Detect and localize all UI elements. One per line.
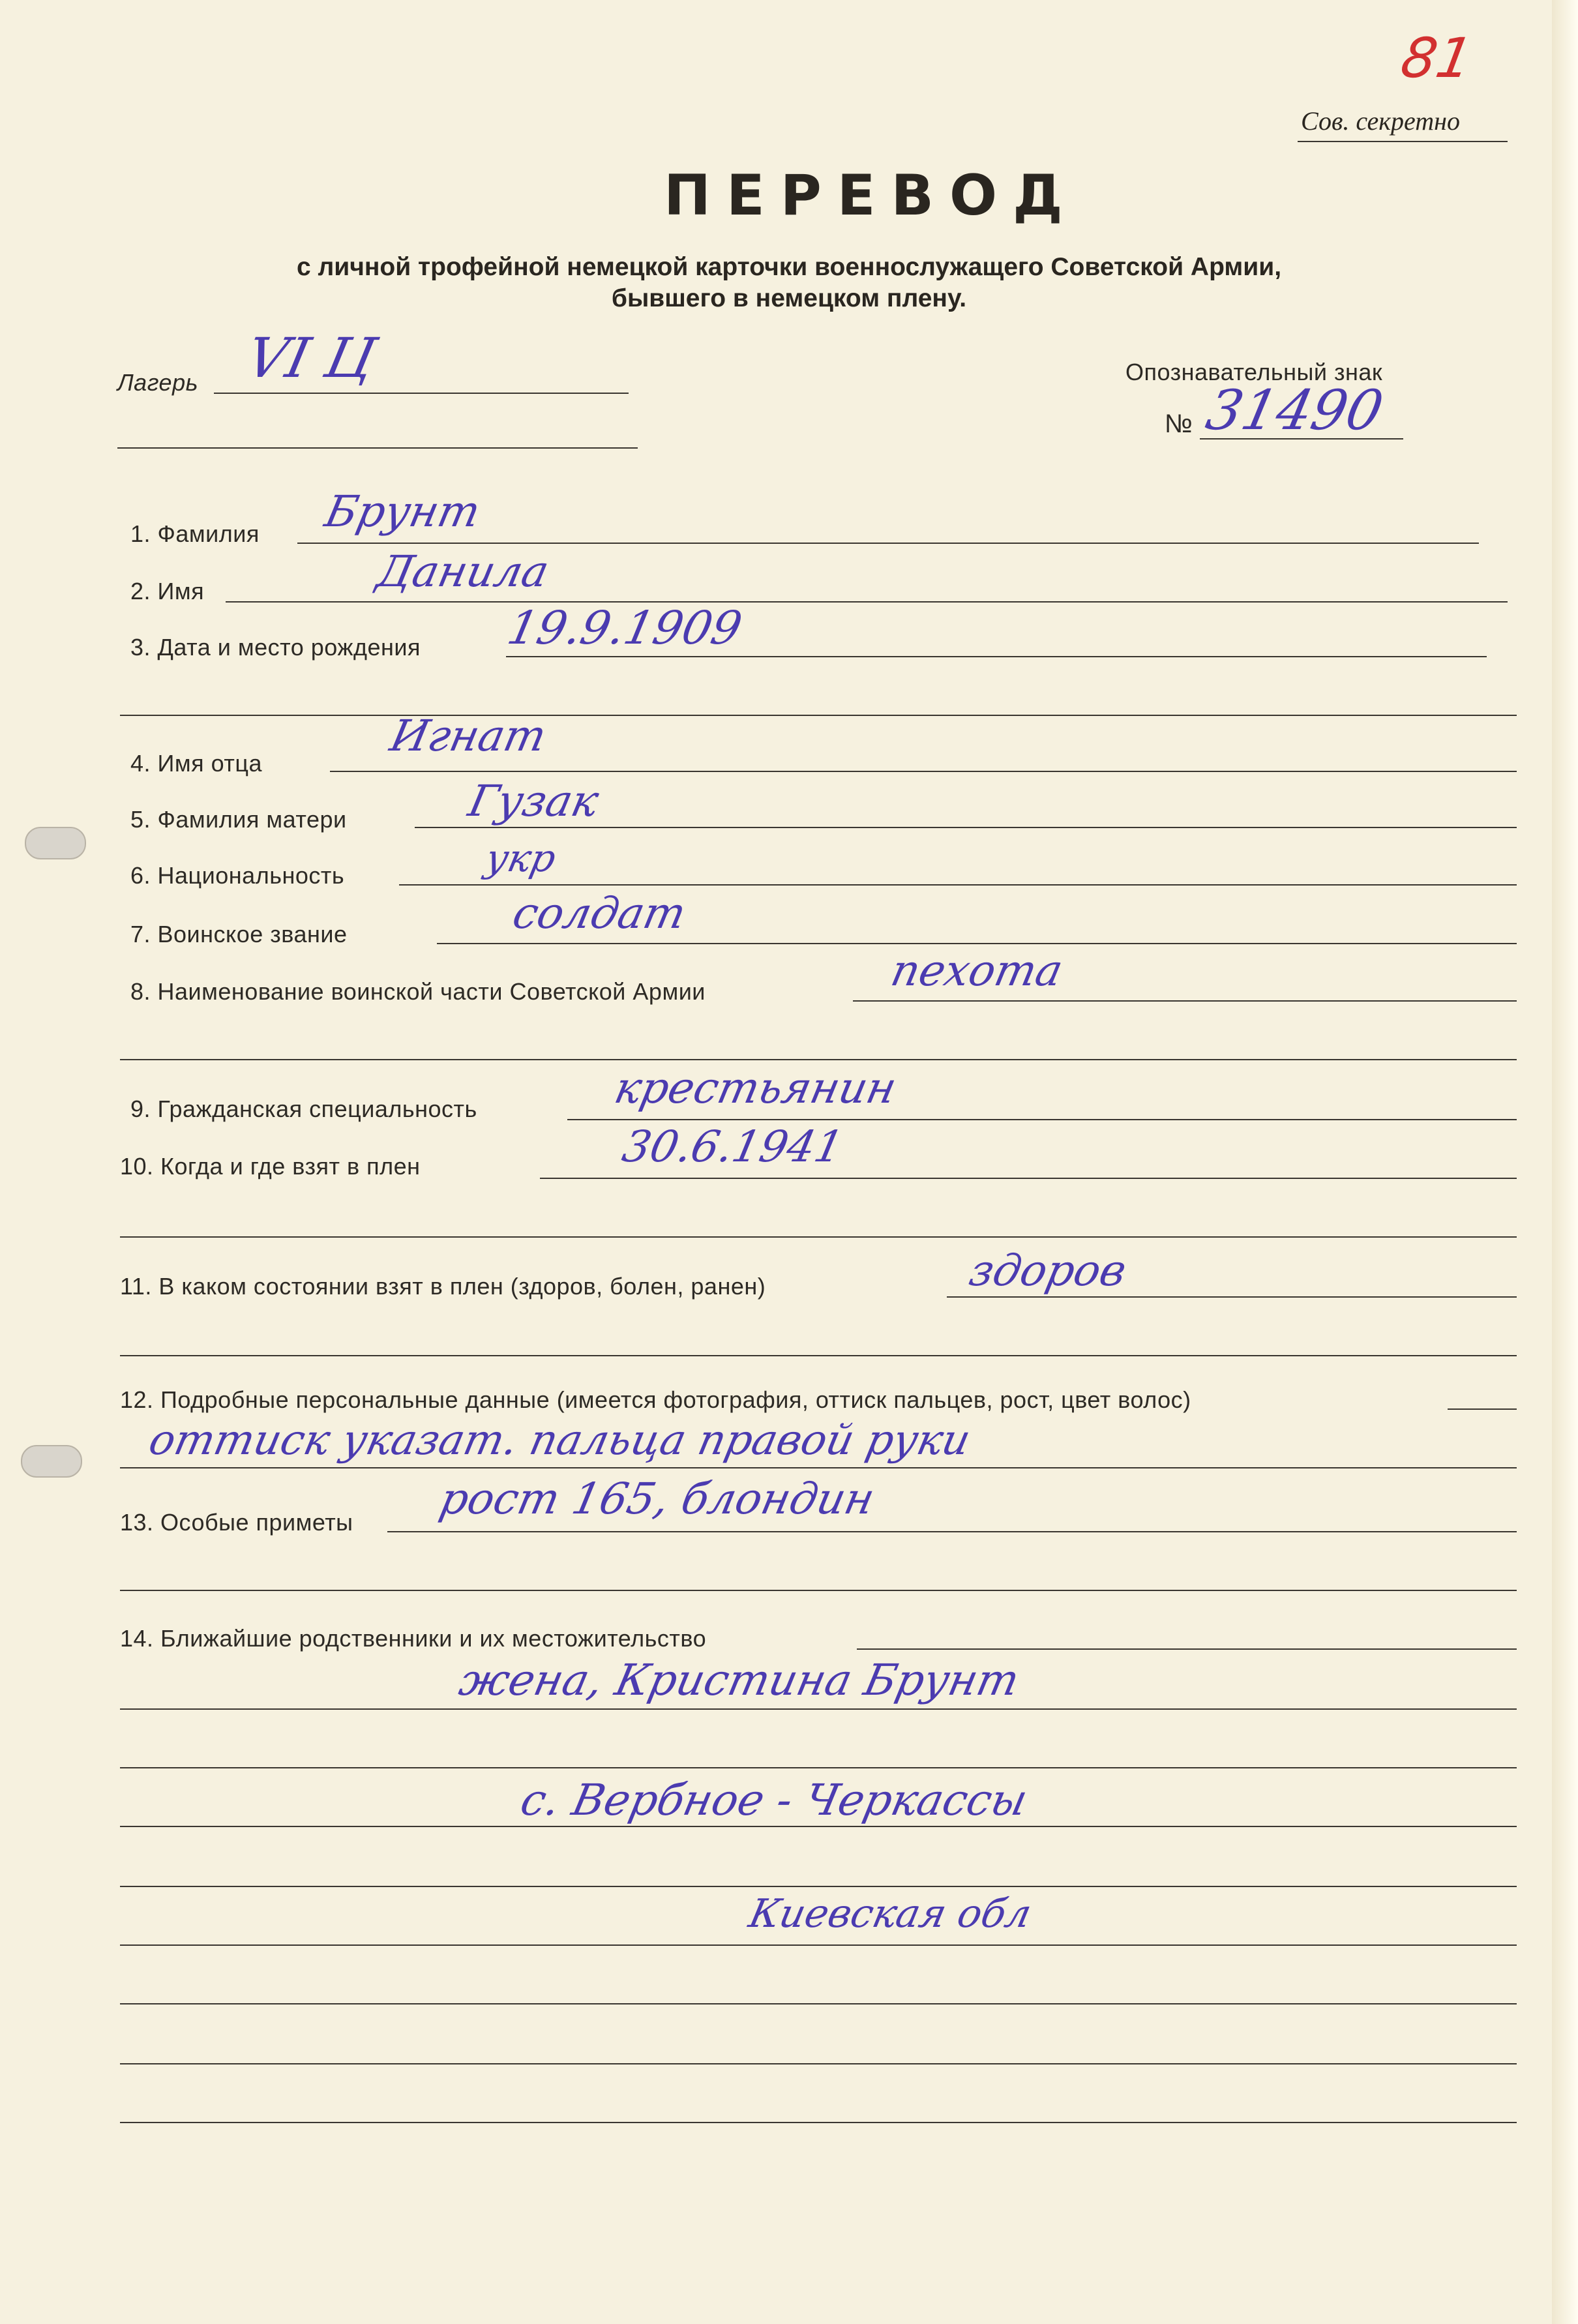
field-9-value: крестьянин <box>610 1063 901 1113</box>
field-10-value: 30.6.1941 <box>618 1122 848 1172</box>
field-6-value: укр <box>481 836 560 880</box>
field-3-line-2 <box>120 715 1517 716</box>
page-edge <box>1552 0 1578 2324</box>
field-14-line-4 <box>120 1826 1517 1827</box>
field-14-line-9 <box>120 2122 1517 2123</box>
archive-number: 81 <box>1396 26 1478 90</box>
id-mark-label: Опознавательный знак <box>1125 359 1383 385</box>
camp-line <box>214 393 629 394</box>
field-14-label: 14. Ближайшие родственники и их местожительство <box>120 1625 707 1652</box>
document-title: ПЕРЕВОД <box>664 163 1079 228</box>
field-1-label: 1. Фамилия <box>130 520 260 547</box>
field-4-label: 4. Имя отца <box>130 750 263 777</box>
field-10-label: 10. Когда и где взят в плен <box>120 1153 421 1180</box>
field-13-line <box>387 1531 1517 1532</box>
field-12-value: оттиск указат. пальца правой руки <box>145 1416 975 1465</box>
field-14-line-6 <box>120 1944 1517 1946</box>
field-4-value: Игнат <box>385 711 551 761</box>
camp-label: Лагерь <box>117 369 199 396</box>
field-2-line <box>226 601 1508 603</box>
punch-hole-top <box>25 827 86 859</box>
field-5-label: 5. Фамилия матери <box>130 806 347 833</box>
field-8-line <box>853 1000 1517 1002</box>
field-11-label: 11. В каком состоянии взят в плен (здоров, болен, ранен) <box>120 1273 766 1300</box>
field-2-value: Данила <box>372 546 554 597</box>
field-9-line <box>567 1119 1517 1120</box>
field-14-value-line3: Киевская обл <box>745 1891 1035 1937</box>
field-14-value-line1: жена, Кристина Брунт <box>454 1655 1024 1705</box>
field-11-value: здоров <box>964 1245 1131 1296</box>
id-number-value: 31490 <box>1200 378 1389 442</box>
field-12-line <box>1448 1408 1517 1410</box>
field-14-line-2 <box>120 1708 1517 1710</box>
field-11-line-2 <box>120 1355 1517 1356</box>
field-12-label: 12. Подробные персональные данные (имеется фотография, оттиск пальцев, рост, цвет волос) <box>120 1386 1191 1413</box>
field-7-label: 7. Воинское звание <box>130 921 348 947</box>
field-1-value: Брунт <box>320 486 485 537</box>
field-3-label: 3. Дата и место рождения <box>130 634 421 661</box>
field-6-label: 6. Национальность <box>130 862 345 889</box>
field-8-value: пехота <box>886 946 1067 996</box>
field-14-line-5 <box>120 1886 1517 1887</box>
field-13-line-2 <box>120 1590 1517 1591</box>
camp-line-2 <box>117 447 638 449</box>
field-2-label: 2. Имя <box>130 578 205 604</box>
id-number-label: № <box>1165 410 1193 438</box>
field-14-line-7 <box>120 2003 1517 2004</box>
document-subtitle-line2: бывшего в немецком плену. <box>611 284 967 312</box>
field-9-label: 9. Гражданская специальность <box>130 1095 477 1122</box>
punch-hole-bottom <box>21 1445 82 1478</box>
field-12-line-2 <box>120 1467 1517 1468</box>
field-14-line-8 <box>120 2063 1517 2064</box>
field-3-value: 19.9.1909 <box>503 601 747 655</box>
field-5-line <box>415 827 1517 828</box>
classification-underline <box>1298 141 1508 142</box>
camp-value: VI Ц <box>241 326 381 390</box>
field-6-line <box>399 884 1517 886</box>
document-subtitle-line1: с личной трофейной немецкой карточки военнослужащего Советской Армии, <box>296 253 1282 281</box>
field-13-label: 13. Особые приметы <box>120 1509 353 1536</box>
field-14-value-line2: с. Вербное - Черкассы <box>516 1775 1032 1825</box>
field-7-value: солдат <box>508 888 691 938</box>
field-4-line <box>330 771 1517 772</box>
field-8-line-2 <box>120 1059 1517 1060</box>
field-13-value: рост 165, блондин <box>435 1474 879 1524</box>
field-11-line <box>947 1296 1517 1298</box>
field-14-line <box>857 1648 1517 1650</box>
field-5-value: Гузак <box>464 776 603 826</box>
field-10-line-2 <box>120 1236 1517 1238</box>
field-8-label: 8. Наименование воинской части Советской Армии <box>130 978 706 1005</box>
classification-stamp: Сов. секретно <box>1301 106 1460 136</box>
field-10-line <box>540 1178 1517 1179</box>
field-14-line-3 <box>120 1767 1517 1768</box>
field-7-line <box>437 943 1517 944</box>
field-1-line <box>297 543 1479 544</box>
field-3-line <box>506 656 1487 657</box>
